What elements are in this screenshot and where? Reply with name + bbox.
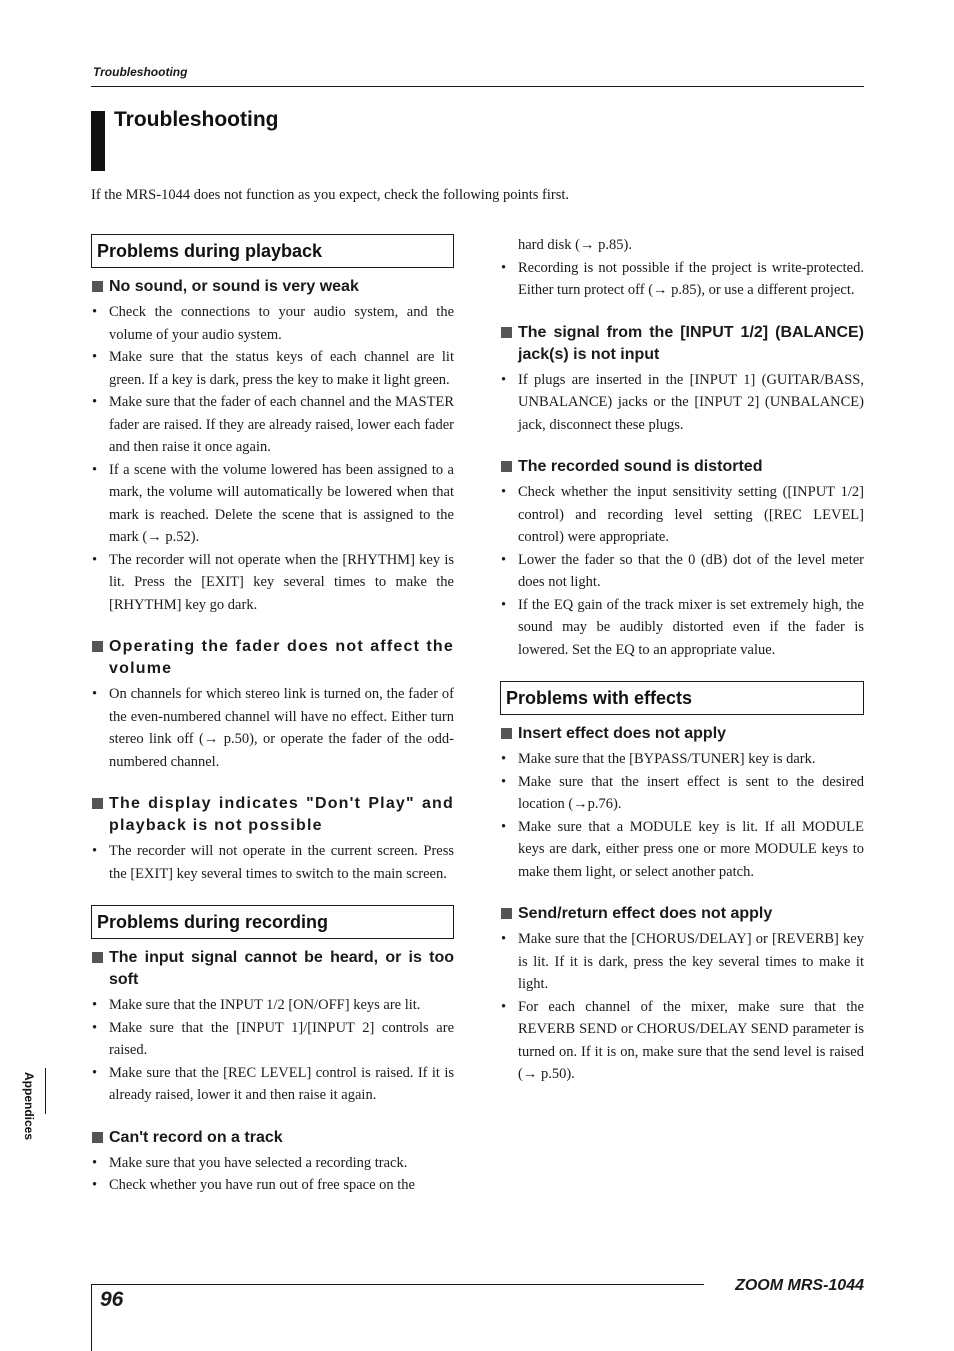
subsection-title: No sound, or sound is very weak — [91, 276, 454, 298]
bullet-list — [500, 369, 864, 437]
list-item: • Check whether the input sensitivity setting ([INPUT 1/2] control) and recording level setting ([REC LEVEL] control) were appropriate. — [500, 481, 864, 549]
intro-text: If the MRS-1044 does not function as you expect, check the following points first. — [91, 187, 570, 203]
bullet-list — [91, 994, 454, 1107]
bullet-list — [500, 257, 864, 302]
list-item: • For each channel of the mixer, make sure that the REVERB SEND or CHORUS/DELAY SEND parameter is turned on. If it is on, make sure that the send level is raised (→ p.50). — [500, 996, 864, 1086]
section-title-effects: Problems with effects — [500, 681, 864, 715]
list-item: • Make sure that the status keys of each channel are lit green. If a key is dark, press the key to make it light green. — [91, 346, 454, 391]
list-item: • If the EQ gain of the track mixer is set extremely high, the sound may be audibly distorted even if the fader is lowered. Set the EQ to an appropriate value. — [500, 594, 864, 662]
list-item: • The recorder will not operate when the [RHYTHM] key is lit. Press the [EXIT] key several times to make the [RHYTHM] key go dark. — [91, 549, 454, 617]
header-rule — [91, 86, 864, 87]
list-item: • If plugs are inserted in the [INPUT 1] (GUITAR/BASS, UNBALANCE) jacks or the [INPUT 2] (UNBALANCE) jack, disconnect these plugs. — [500, 369, 864, 437]
bullet-list — [500, 928, 864, 1086]
section-title-recording: Problems during recording — [91, 905, 454, 939]
right-column — [500, 234, 864, 1086]
list-item: • Make sure that the [CHORUS/DELAY] or [REVERB] key is lit. If it is dark, press the key several times to make it light. — [500, 928, 864, 996]
list-item: • Make sure that the [BYPASS/TUNER] key is dark. — [500, 748, 864, 771]
list-item: • Make sure that a MODULE key is lit. If all MODULE keys are dark, either press one or more MODULE keys to make them light, or select another patch. — [500, 816, 864, 884]
subsection-title: The display indicates "Don't Play" and playback is not possible — [91, 793, 454, 837]
list-item: • If a scene with the volume lowered has been assigned to a mark, the volume will automatically be lowered when that mark is reached. Delete the scene that is assigned to the mark (→ p.52). — [91, 459, 454, 549]
subsection-title: Send/return effect does not apply — [500, 903, 864, 925]
subsection-title: Operating the fader does not affect the volume — [91, 636, 454, 680]
bullet-list — [91, 1152, 454, 1197]
bullet-list — [91, 683, 454, 773]
product-name: ZOOM MRS-1044 — [735, 1277, 864, 1294]
subsection-title: The recorded sound is distorted — [500, 456, 864, 478]
subsection-title: Can't record on a track — [91, 1127, 454, 1149]
page-number: 96 — [100, 1288, 124, 1311]
list-item: • Lower the fader so that the 0 (dB) dot of the level meter does not light. — [500, 549, 864, 594]
footer-vertical-rule — [91, 1284, 92, 1351]
subsection-title: The input signal cannot be heard, or is too soft — [91, 947, 454, 991]
list-item: • The recorder will not operate in the current screen. Press the [EXIT] key several times to switch to the main screen. — [91, 840, 454, 885]
page-title: Troubleshooting — [114, 108, 279, 131]
left-column — [91, 234, 454, 1197]
list-item: • Make sure that the INPUT 1/2 [ON/OFF] keys are lit. — [91, 994, 454, 1017]
list-item: • Recording is not possible if the project is write-protected. Either turn protect off (→ p.85), or use a different project. — [500, 257, 864, 302]
list-item: • Check whether you have run out of free space on the — [91, 1174, 454, 1197]
list-item: • Make sure that the fader of each channel and the MASTER fader are raised. If they are already raised, lower each fader and then raise it once again. — [91, 391, 454, 459]
continued-text: hard disk (→ p.85). — [518, 237, 632, 253]
section-title-playback: Problems during playback — [91, 234, 454, 268]
title-marker-bar — [91, 111, 105, 171]
list-item: • Check the connections to your audio system, and the volume of your audio system. — [91, 301, 454, 346]
bullet-list — [91, 840, 454, 885]
list-item: • Make sure that the [INPUT 1]/[INPUT 2] controls are raised. — [91, 1017, 454, 1062]
subsection-title: The signal from the [INPUT 1/2] (BALANCE) jack(s) is not input — [500, 322, 864, 366]
list-item: • Make sure that the [REC LEVEL] control is raised. If it is already raised, lower it and then raise it again. — [91, 1062, 454, 1107]
bullet-list — [91, 301, 454, 616]
list-item: • Make sure that you have selected a recording track. — [91, 1152, 454, 1175]
side-tab-label: Appendices — [22, 1072, 36, 1141]
subsection-title: Insert effect does not apply — [500, 723, 864, 745]
running-header: Troubleshooting — [93, 65, 188, 79]
bullet-list — [500, 481, 864, 661]
list-item: • Make sure that the insert effect is sent to the desired location (→p.76). — [500, 771, 864, 816]
list-item: • On channels for which stereo link is turned on, the fader of the even-numbered channel will have no effect. Either turn stereo link off (→ p.50), or operate the fader of the odd-numbered channel. — [91, 683, 454, 773]
bullet-list — [500, 748, 864, 883]
footer-rule — [91, 1284, 704, 1285]
